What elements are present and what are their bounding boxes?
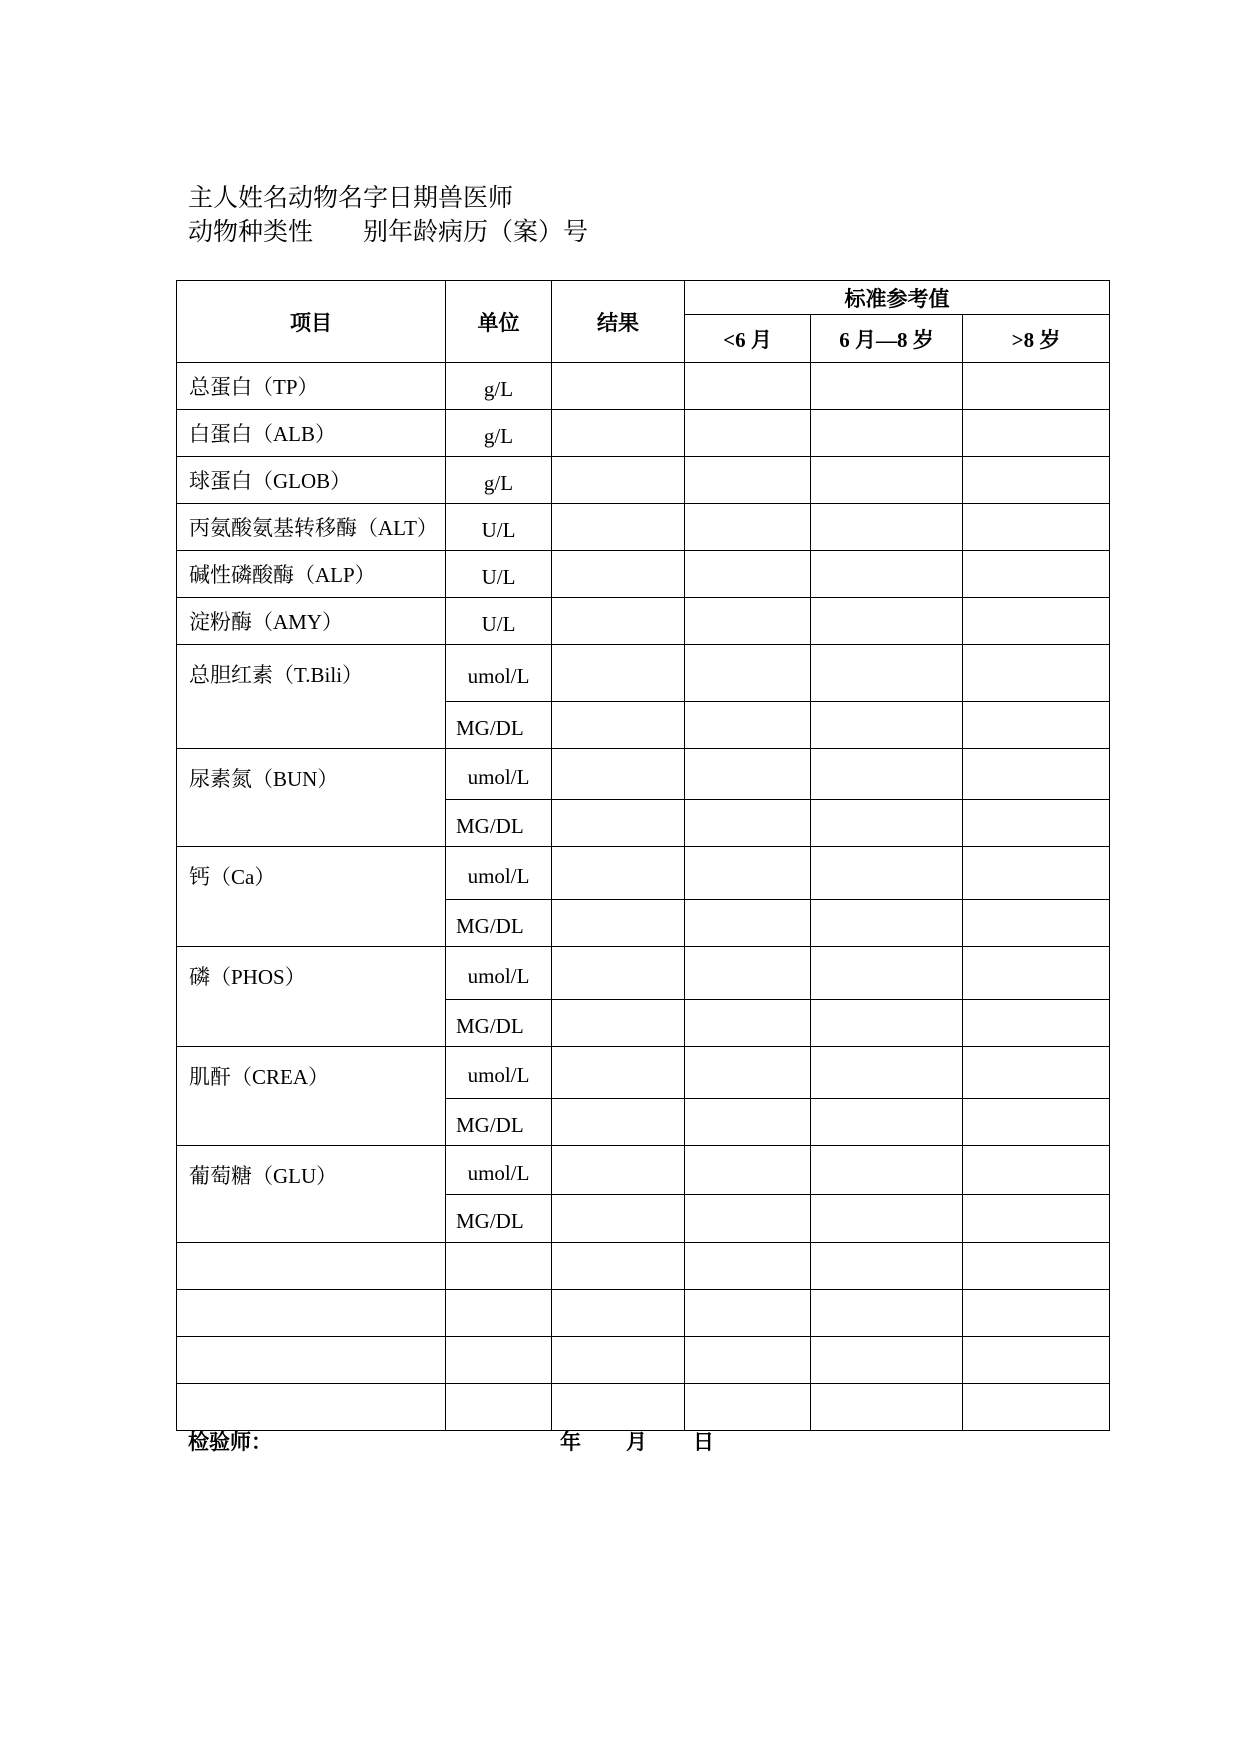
ref-over-8y-cell[interactable] bbox=[963, 1290, 1110, 1337]
header-ref-6m-8y: 6 月—8 岁 bbox=[811, 315, 963, 363]
unit-label: U/L bbox=[446, 551, 552, 598]
item-label: 葡萄糖（GLU） bbox=[189, 1164, 338, 1188]
ref-over-8y-cell[interactable] bbox=[963, 410, 1110, 457]
ref-6m-8y-cell[interactable] bbox=[811, 1195, 963, 1243]
header-item: 项目 bbox=[177, 281, 446, 363]
ref-over-8y-cell[interactable] bbox=[963, 1000, 1110, 1047]
unit-label: MG/DL bbox=[446, 1099, 552, 1146]
blank-row bbox=[177, 1243, 1110, 1290]
ref-6m-8y-cell[interactable] bbox=[811, 1099, 963, 1146]
item-name bbox=[177, 410, 446, 457]
result-cell[interactable] bbox=[552, 551, 685, 598]
item-name bbox=[177, 598, 446, 645]
item-label: 白蛋白（ALB） bbox=[189, 422, 336, 446]
ref-6m-8y-cell[interactable] bbox=[811, 1000, 963, 1047]
result-cell[interactable] bbox=[552, 847, 685, 900]
table-row bbox=[177, 1047, 1110, 1099]
ref-6m-8y-cell[interactable] bbox=[811, 1243, 963, 1290]
header-line-animal: 动物种类性 别年龄病历（案）号 bbox=[188, 217, 589, 246]
ref-under-6m-cell[interactable] bbox=[685, 947, 811, 1000]
ref-6m-8y-cell[interactable] bbox=[811, 702, 963, 749]
ref-under-6m-cell[interactable] bbox=[685, 1290, 811, 1337]
ref-under-6m-cell[interactable] bbox=[685, 1384, 811, 1431]
item-name bbox=[177, 504, 446, 551]
header-line-owner: 主人姓名动物名字日期兽医师 bbox=[188, 183, 514, 212]
ref-6m-8y-cell[interactable] bbox=[811, 847, 963, 900]
ref-under-6m-cell[interactable] bbox=[685, 847, 811, 900]
ref-6m-8y-cell[interactable] bbox=[811, 598, 963, 645]
result-cell[interactable] bbox=[552, 1146, 685, 1195]
unit-label: umol/L bbox=[446, 645, 552, 702]
ref-over-8y-cell[interactable] bbox=[963, 645, 1110, 702]
ref-over-8y-cell[interactable] bbox=[963, 1146, 1110, 1195]
ref-under-6m-cell[interactable] bbox=[685, 1000, 811, 1047]
ref-under-6m-cell[interactable] bbox=[685, 1195, 811, 1243]
table-row bbox=[177, 551, 1110, 598]
ref-6m-8y-cell[interactable] bbox=[811, 551, 963, 598]
item-name bbox=[177, 1146, 446, 1243]
unit-label: umol/L bbox=[446, 1146, 552, 1195]
result-cell[interactable] bbox=[552, 1099, 685, 1146]
ref-6m-8y-cell[interactable] bbox=[811, 800, 963, 847]
ref-under-6m-cell[interactable] bbox=[685, 598, 811, 645]
blank-row bbox=[177, 1337, 1110, 1384]
header-ref-over-8y: >8 岁 bbox=[963, 315, 1110, 363]
unit-label: MG/DL bbox=[446, 1000, 552, 1047]
result-cell[interactable] bbox=[552, 702, 685, 749]
unit-label: umol/L bbox=[446, 749, 552, 800]
date-month-label: 月 bbox=[626, 1430, 647, 1454]
item-name bbox=[177, 551, 446, 598]
date-day-label: 日 bbox=[693, 1430, 714, 1454]
ref-under-6m-cell[interactable] bbox=[685, 1243, 811, 1290]
result-cell[interactable] bbox=[552, 947, 685, 1000]
ref-under-6m-cell[interactable] bbox=[685, 1099, 811, 1146]
ref-under-6m-cell[interactable] bbox=[685, 800, 811, 847]
ref-over-8y-cell[interactable] bbox=[963, 598, 1110, 645]
table-row bbox=[177, 645, 1110, 702]
blank-unit-cell[interactable] bbox=[446, 1243, 552, 1290]
header-ref-under-6m: <6 月 bbox=[685, 315, 811, 363]
item-label: 尿素氮（BUN） bbox=[189, 767, 339, 791]
blank-row bbox=[177, 1384, 1110, 1431]
ref-under-6m-cell[interactable] bbox=[685, 749, 811, 800]
unit-label: g/L bbox=[446, 457, 552, 504]
ref-over-8y-cell[interactable] bbox=[963, 457, 1110, 504]
blank-item-cell[interactable] bbox=[177, 1290, 446, 1337]
ref-6m-8y-cell[interactable] bbox=[811, 1047, 963, 1099]
result-cell[interactable] bbox=[552, 800, 685, 847]
table-row bbox=[177, 598, 1110, 645]
table-row bbox=[177, 410, 1110, 457]
ref-over-8y-cell[interactable] bbox=[963, 504, 1110, 551]
ref-6m-8y-cell[interactable] bbox=[811, 900, 963, 947]
ref-over-8y-cell[interactable] bbox=[963, 1337, 1110, 1384]
result-cell[interactable] bbox=[552, 504, 685, 551]
biochem-table bbox=[176, 280, 1110, 1431]
ref-6m-8y-cell[interactable] bbox=[811, 1146, 963, 1195]
result-cell[interactable] bbox=[552, 1243, 685, 1290]
blank-unit-cell[interactable] bbox=[446, 1384, 552, 1431]
result-cell[interactable] bbox=[552, 1384, 685, 1431]
result-cell[interactable] bbox=[552, 457, 685, 504]
item-label: 碱性磷酸酶（ALP） bbox=[189, 563, 376, 587]
unit-label: g/L bbox=[446, 363, 552, 410]
unit-label: U/L bbox=[446, 598, 552, 645]
ref-under-6m-cell[interactable] bbox=[685, 363, 811, 410]
unit-label: MG/DL bbox=[446, 900, 552, 947]
ref-6m-8y-cell[interactable] bbox=[811, 1384, 963, 1431]
item-label: 磷（PHOS） bbox=[189, 965, 306, 989]
blank-unit-cell[interactable] bbox=[446, 1290, 552, 1337]
ref-over-8y-cell[interactable] bbox=[963, 947, 1110, 1000]
ref-under-6m-cell[interactable] bbox=[685, 1146, 811, 1195]
result-cell[interactable] bbox=[552, 1195, 685, 1243]
result-cell[interactable] bbox=[552, 645, 685, 702]
ref-over-8y-cell[interactable] bbox=[963, 1243, 1110, 1290]
ref-over-8y-cell[interactable] bbox=[963, 749, 1110, 800]
ref-under-6m-cell[interactable] bbox=[685, 457, 811, 504]
result-cell[interactable] bbox=[552, 900, 685, 947]
ref-6m-8y-cell[interactable] bbox=[811, 410, 963, 457]
item-label: 淀粉酶（AMY） bbox=[189, 610, 344, 634]
table-row bbox=[177, 749, 1110, 800]
table-row bbox=[177, 847, 1110, 900]
item-label: 总蛋白（TP） bbox=[189, 375, 319, 399]
ref-under-6m-cell[interactable] bbox=[685, 702, 811, 749]
unit-label: umol/L bbox=[446, 847, 552, 900]
table-row bbox=[177, 504, 1110, 551]
ref-6m-8y-cell[interactable] bbox=[811, 749, 963, 800]
item-name bbox=[177, 749, 446, 847]
item-name bbox=[177, 947, 446, 1047]
ref-over-8y-cell[interactable] bbox=[963, 702, 1110, 749]
table-row bbox=[177, 1146, 1110, 1195]
blank-item-cell[interactable] bbox=[177, 1384, 446, 1431]
item-label: 丙氨酸氨基转移酶（ALT） bbox=[189, 516, 438, 540]
unit-label: MG/DL bbox=[446, 1195, 552, 1243]
item-name bbox=[177, 645, 446, 749]
item-label: 球蛋白（GLOB） bbox=[189, 469, 352, 493]
result-cell[interactable] bbox=[552, 749, 685, 800]
result-cell[interactable] bbox=[552, 410, 685, 457]
header-result: 结果 bbox=[552, 281, 685, 363]
ref-over-8y-cell[interactable] bbox=[963, 551, 1110, 598]
header-unit: 单位 bbox=[446, 281, 552, 363]
item-name bbox=[177, 457, 446, 504]
ref-under-6m-cell[interactable] bbox=[685, 504, 811, 551]
item-label: 肌酐（CREA） bbox=[189, 1065, 330, 1089]
inspector-label: 检验师： bbox=[188, 1430, 272, 1454]
ref-under-6m-cell[interactable] bbox=[685, 645, 811, 702]
ref-over-8y-cell[interactable] bbox=[963, 800, 1110, 847]
ref-over-8y-cell[interactable] bbox=[963, 847, 1110, 900]
ref-6m-8y-cell[interactable] bbox=[811, 645, 963, 702]
ref-under-6m-cell[interactable] bbox=[685, 900, 811, 947]
result-cell[interactable] bbox=[552, 1337, 685, 1384]
result-cell[interactable] bbox=[552, 1290, 685, 1337]
ref-under-6m-cell[interactable] bbox=[685, 551, 811, 598]
item-name bbox=[177, 363, 446, 410]
ref-under-6m-cell[interactable] bbox=[685, 410, 811, 457]
ref-6m-8y-cell[interactable] bbox=[811, 947, 963, 1000]
unit-label: g/L bbox=[446, 410, 552, 457]
table-row bbox=[177, 363, 1110, 410]
table-row bbox=[177, 947, 1110, 1000]
ref-over-8y-cell[interactable] bbox=[963, 1047, 1110, 1099]
unit-label: umol/L bbox=[446, 947, 552, 1000]
unit-label: MG/DL bbox=[446, 800, 552, 847]
blank-row bbox=[177, 1290, 1110, 1337]
blank-unit-cell[interactable] bbox=[446, 1337, 552, 1384]
ref-over-8y-cell[interactable] bbox=[963, 1099, 1110, 1146]
result-cell[interactable] bbox=[552, 1047, 685, 1099]
item-name bbox=[177, 847, 446, 947]
item-label: 钙（Ca） bbox=[189, 865, 276, 889]
ref-under-6m-cell[interactable] bbox=[685, 1047, 811, 1099]
ref-6m-8y-cell[interactable] bbox=[811, 1337, 963, 1384]
ref-under-6m-cell[interactable] bbox=[685, 1337, 811, 1384]
ref-6m-8y-cell[interactable] bbox=[811, 1290, 963, 1337]
unit-label: umol/L bbox=[446, 1047, 552, 1099]
date-year-label: 年 bbox=[560, 1430, 581, 1454]
unit-label: MG/DL bbox=[446, 702, 552, 749]
unit-label: U/L bbox=[446, 504, 552, 551]
result-cell[interactable] bbox=[552, 1000, 685, 1047]
table-row bbox=[177, 457, 1110, 504]
item-name bbox=[177, 1047, 446, 1146]
ref-over-8y-cell[interactable] bbox=[963, 1195, 1110, 1243]
ref-6m-8y-cell[interactable] bbox=[811, 363, 963, 410]
blank-item-cell[interactable] bbox=[177, 1243, 446, 1290]
result-cell[interactable] bbox=[552, 363, 685, 410]
item-label: 总胆红素（T.Bili） bbox=[189, 663, 364, 687]
result-cell[interactable] bbox=[552, 598, 685, 645]
blank-item-cell[interactable] bbox=[177, 1337, 446, 1384]
ref-6m-8y-cell[interactable] bbox=[811, 457, 963, 504]
ref-over-8y-cell[interactable] bbox=[963, 363, 1110, 410]
ref-over-8y-cell[interactable] bbox=[963, 1384, 1110, 1431]
ref-6m-8y-cell[interactable] bbox=[811, 504, 963, 551]
ref-over-8y-cell[interactable] bbox=[963, 900, 1110, 947]
header-reference: 标准参考值 bbox=[685, 281, 1110, 315]
